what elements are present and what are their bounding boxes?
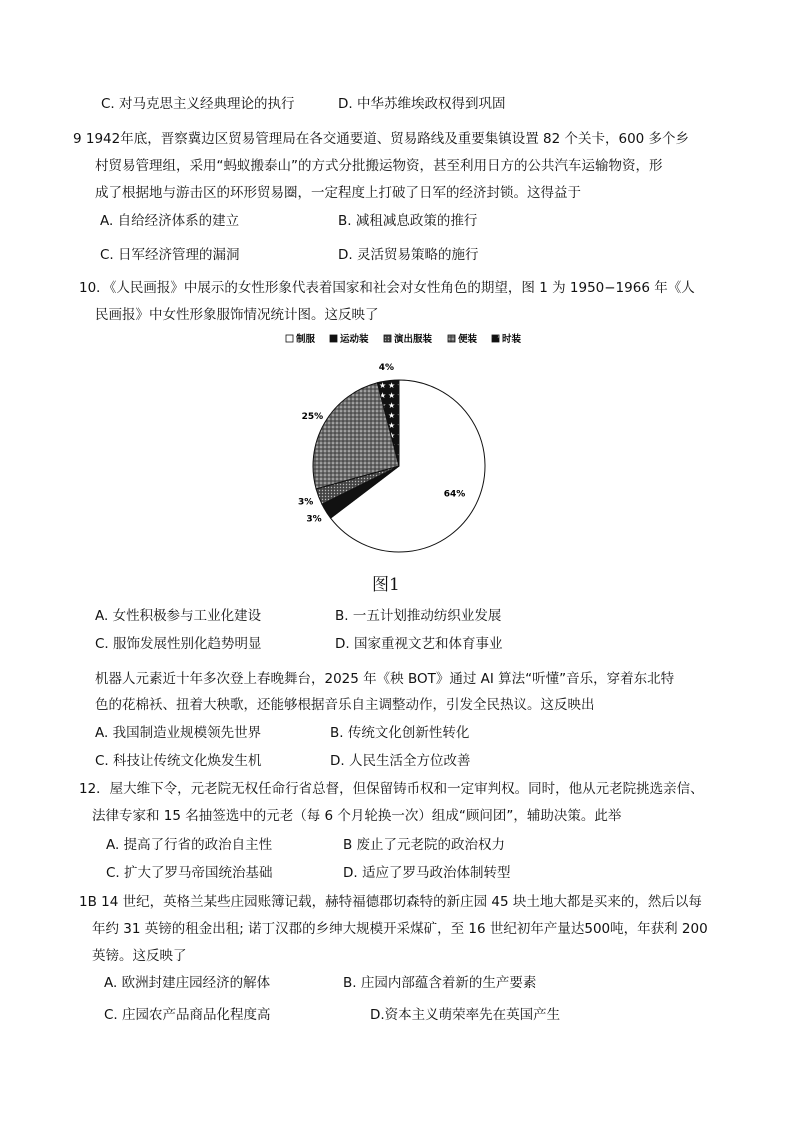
- q13-stem-line-3: 英镑。这反映了: [92, 948, 187, 964]
- pie-label-2: 3%: [297, 497, 314, 508]
- q13-option-a: A. 欧洲封建庄园经济的解体: [104, 975, 271, 991]
- q10-stem-line-1: 10．《人民画报》中展示的女性形象代表着国家和社会对女性角色的期望，图 1 为 1950−1966 年《人: [79, 280, 695, 296]
- legend-swatch-4: [492, 335, 499, 342]
- q12-option-b: B 废止了元老院的政治权力: [343, 837, 506, 853]
- q11-option-d: D. 人民生活全方位改善: [330, 753, 471, 769]
- q11-stem-line-1: 机器人元素近十年多次登上春晚舞台，2025 年《秧 BOT》通过 AI 算法“听懂”音乐，穿着东北特: [95, 671, 675, 687]
- q10-stem-line-2: 民画报》中女性形象服饰情况统计图。这反映了: [95, 307, 379, 323]
- pie-label-0: 64%: [443, 489, 466, 500]
- q12-option-d: D. 适应了罗马政治体制转型: [343, 865, 511, 881]
- q13-stem-line-2: 年约 31 英镑的租金出租; 诺丁汉郡的乡绅大规模开采煤矿，至 16 世纪初年产量达500吨，年获利 200: [92, 921, 708, 937]
- q8-option-c: C. 对马克思主义经典理论的执行: [101, 96, 295, 112]
- q13-option-c: C. 庄园农产品商品化程度高: [104, 1007, 271, 1023]
- q10-option-c: C. 服饰发展性别化趋势明显: [95, 636, 262, 652]
- q8-option-d: D. 中华苏维埃政权得到巩固: [338, 96, 506, 112]
- q12-stem-line-1: 12．屋大维下令，元老院无权任命行省总督，但保留铸币权和一定审判权。同时，他从元老院挑选亲信、: [79, 781, 704, 797]
- pie-label-1: 3%: [306, 514, 322, 525]
- pie-chart-svg: [0, 330, 793, 590]
- legend-label-4: 时装: [502, 334, 522, 345]
- q13-option-b: B. 庄园内部蕴含着新的生产要素: [343, 975, 537, 991]
- pie-label-3: 25%: [301, 412, 324, 422]
- q9-stem-line-1: 9 1942年底，晋察冀边区贸易管理局在各交通要道、贸易路线及重要集镇设置 82 个关卡，600 多个乡: [73, 131, 690, 147]
- q11-option-b: B. 传统文化创新性转化: [330, 725, 470, 741]
- q12-stem-line-2: 法律专家和 15 名抽签选中的元老（每 6 个月轮换一次）组成“顾问团”，辅助决策。此举: [92, 808, 622, 824]
- q11-option-c: C. 科技让传统文化焕发生机: [95, 753, 262, 769]
- q9-stem-line-3: 成了根据地与游击区的环形贸易圈，一定程度上打破了日军的经济封锁。这得益于: [95, 185, 581, 201]
- legend-label-0: 制服: [296, 334, 316, 345]
- q11-option-a: A. 我国制造业规模领先世界: [95, 725, 262, 741]
- q9-option-b: B. 减租减息政策的推行: [338, 213, 478, 229]
- q10-option-a: A. 女性积极参与工业化建设: [95, 608, 262, 624]
- q9-stem-line-2: 村贸易管理组，采用“蚂蚁搬泰山”的方式分批搬运物资，甚至利用日方的公共汽车运输物资，形: [95, 158, 663, 174]
- q11-stem-line-2: 色的花棉袄、扭着大秧歌，还能够根据音乐自主调整动作，引发全民热议。这反映出: [95, 697, 595, 713]
- legend-swatch-3: [448, 335, 455, 342]
- q9-option-d: D. 灵活贸易策略的施行: [338, 247, 479, 263]
- q10-option-d: D. 国家重视文艺和体育事业: [335, 636, 503, 652]
- q10-option-b: B. 一五计划推动纺织业发展: [335, 608, 502, 624]
- chart-legend: [286, 333, 522, 345]
- q13-stem-line-1: 1B 14 世纪，英格兰某些庄园账簿记载，赫特福德郡切森特的新庄园 45 块土地大都是买来的，然后以每: [79, 894, 702, 910]
- q13-option-d: D.资本主义萌荣率先在英国产生: [370, 1007, 561, 1023]
- legend-label-2: 演出服装: [394, 334, 433, 345]
- q9-option-c: C. 日军经济管理的漏洞: [100, 247, 240, 263]
- legend-swatch-1: [330, 335, 337, 342]
- pie-label-4: 4%: [378, 362, 394, 373]
- legend-swatch-0: [286, 335, 293, 342]
- clothing-pie-chart: [0, 330, 793, 590]
- q12-option-a: A. 提高了行省的政治自主性: [106, 837, 273, 853]
- legend-label-3: 便装: [458, 334, 478, 345]
- pie-slices: [313, 380, 485, 552]
- q12-option-c: C. 扩大了罗马帝国统治基础: [106, 865, 273, 881]
- figure-caption: 图1: [372, 575, 400, 595]
- q9-option-a: A. 自给经济体系的建立: [100, 213, 240, 229]
- legend-swatch-2: [384, 335, 391, 342]
- legend-label-1: 运动装: [340, 334, 369, 345]
